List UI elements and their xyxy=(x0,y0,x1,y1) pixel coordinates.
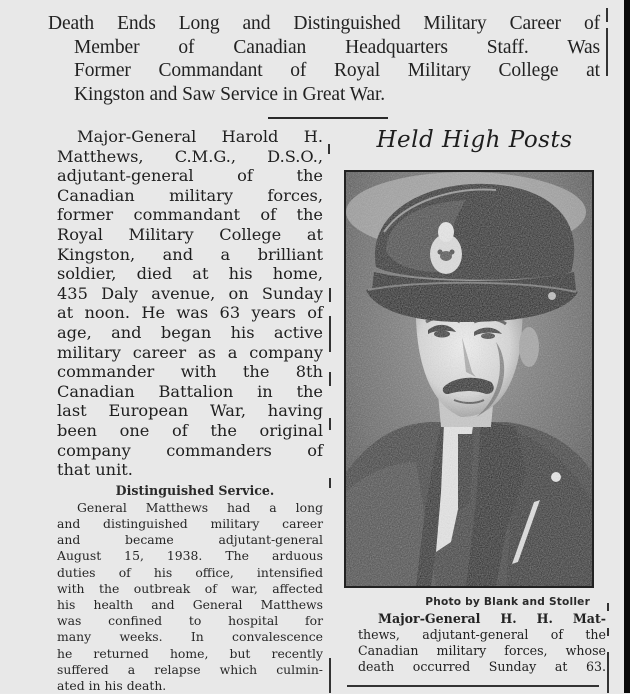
body-line: many weeks. In convalescence xyxy=(57,629,323,645)
photo-credit: Photo by Blank and Stoller xyxy=(425,596,590,608)
body-line: ated in his death. xyxy=(57,677,167,693)
lead-line: military career as a company xyxy=(57,342,323,362)
lead-line: that unit. xyxy=(57,460,133,480)
body-line: his health and General Matthews xyxy=(57,596,323,612)
article-column xyxy=(57,127,323,694)
column-divider-mark xyxy=(329,372,331,386)
headline-line-2: Member of Canadian Headquarters Staff. Was xyxy=(74,36,600,58)
caption-name: Major-General H. H. Mat- xyxy=(378,611,606,626)
article-subhead: Distinguished Service. xyxy=(115,482,275,498)
column-divider-mark xyxy=(607,603,609,611)
body-line: he returned home, but recently xyxy=(57,645,323,661)
article-lead xyxy=(57,127,323,480)
column-divider-mark xyxy=(606,28,608,76)
lead-line: age, and began his active xyxy=(57,322,323,342)
lead-line: company commanders of xyxy=(57,440,323,460)
caption-rule xyxy=(347,685,599,687)
sidebar-kicker: Held High Posts xyxy=(376,127,573,153)
lead-line: Kingston, and a brilliant xyxy=(57,244,323,264)
photo-sidebar xyxy=(343,125,606,674)
column-divider-mark xyxy=(329,316,331,352)
lead-line: Canadian Battalion in the xyxy=(57,381,323,401)
caption-line: Canadian military forces, whose xyxy=(358,643,606,658)
lead-line: Canadian military forces, xyxy=(57,185,323,205)
lead-line: Royal Military College at xyxy=(57,224,323,244)
caption-line: thews, adjutant-general of the xyxy=(358,627,606,642)
lead-line: commander with the 8th xyxy=(57,362,323,382)
body-line: and became adjutant-general xyxy=(57,532,323,548)
lead-line: last European War, having xyxy=(57,401,323,421)
body-line: with the outbreak of war, affected xyxy=(57,580,323,596)
headline-line-4: Kingston and Saw Service in Great War. xyxy=(74,83,386,105)
portrait-photo xyxy=(344,170,594,588)
lead-line: former commandant of the xyxy=(57,205,323,225)
headline-line-1: Death Ends Long and Distinguished Military Career of xyxy=(48,13,600,34)
lead-line: at noon. He was 63 years of xyxy=(57,303,323,323)
body-line: General Matthews had a long xyxy=(77,499,323,515)
column-divider-mark xyxy=(329,418,331,430)
column-divider-mark xyxy=(607,652,609,693)
lead-line: 435 Daly avenue, on Sunday xyxy=(57,283,323,303)
portrait-image xyxy=(346,172,592,586)
article-body xyxy=(57,500,323,694)
column-divider-mark xyxy=(329,288,331,302)
body-line: and distinguished military career xyxy=(57,515,323,531)
body-line: August 15, 1938. The arduous xyxy=(57,548,323,564)
photo-caption xyxy=(358,611,606,675)
lead-line: been one of the original xyxy=(57,420,323,440)
page-edge xyxy=(624,0,630,693)
column-divider-mark xyxy=(606,8,608,22)
headline-line-3: Former Commandant of Royal Military College at xyxy=(74,60,600,81)
column-divider-mark xyxy=(329,478,331,488)
lead-line: Matthews, C.M.G., D.S.O., xyxy=(57,146,323,166)
deck-rule xyxy=(268,117,388,119)
headline-deck xyxy=(48,12,600,106)
body-line: was confined to hospital for xyxy=(57,613,323,629)
column-divider-mark xyxy=(328,144,330,154)
lead-line: soldier, died at his home, xyxy=(57,264,323,284)
body-line: suffered a relapse which culmin- xyxy=(57,661,323,677)
column-divider-mark xyxy=(607,628,609,636)
lead-line: Major-General Harold H. xyxy=(77,127,323,146)
column-divider-mark xyxy=(329,658,331,693)
caption-line: death occurred Sunday at 63. xyxy=(358,659,606,674)
lead-line: adjutant-general of the xyxy=(57,166,323,186)
body-line: duties of his office, intensified xyxy=(57,564,323,580)
